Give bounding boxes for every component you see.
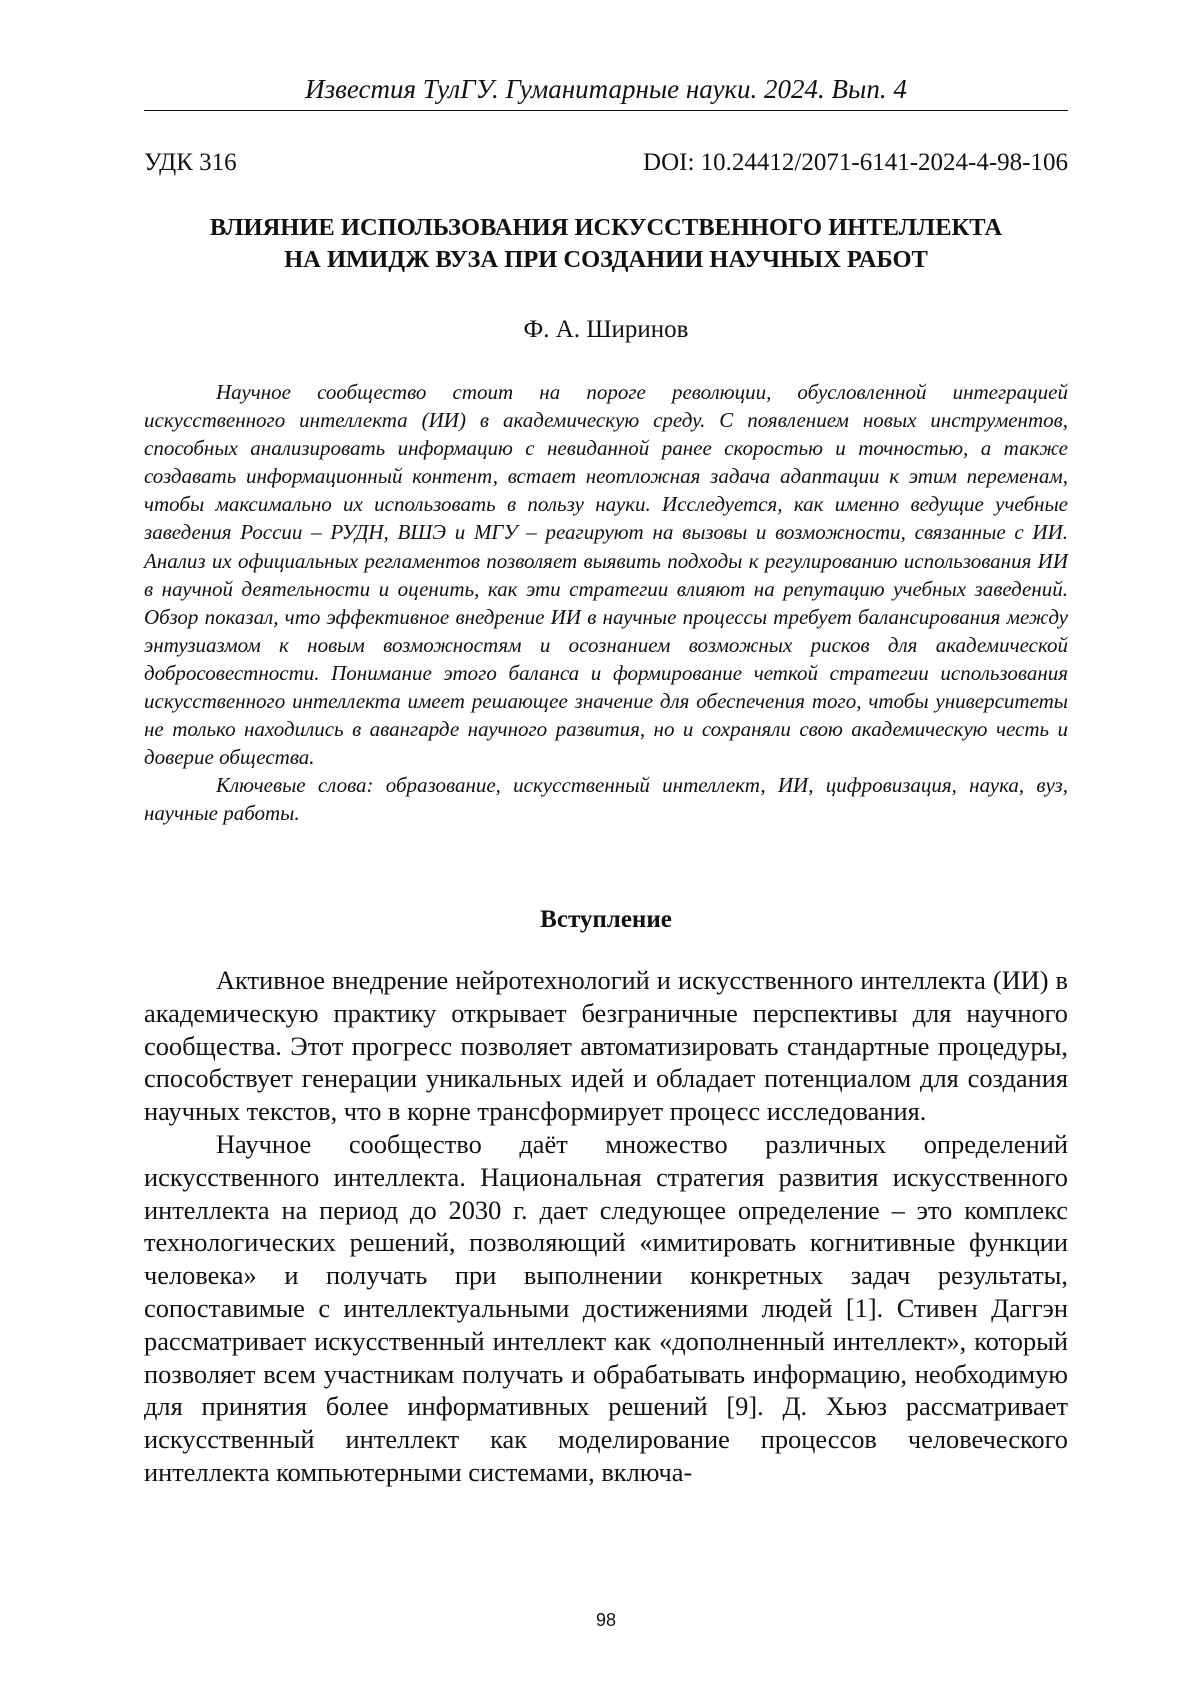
keywords: Ключевые слова: образование, искусственный интеллект, ИИ, цифровизация, наука, вуз, научные работы.	[144, 773, 1068, 826]
body-paragraph-1: Активное внедрение нейротехнологий и искусственного интеллекта (ИИ) в академическую практику открывает безграничные перспективы для научного сообщества. Этот прогресс позволяет автоматизировать стандартные процедуры, способствует генерации уникальных идей и обладает потенциалом для создания научных текстов, что в корне трансформирует процесс исследования.	[144, 965, 1068, 1127]
author: Ф. А. Ширинов	[523, 316, 689, 343]
article-meta	[144, 146, 1068, 180]
section-heading: Вступление	[540, 906, 672, 933]
header-rule	[144, 110, 1068, 111]
body-text	[144, 964, 1068, 1489]
article-title-line-1: ВЛИЯНИЕ ИСПОЛЬЗОВАНИЯ ИСКУССТВЕННОГО ИНТЕЛЛЕКТА	[209, 214, 1003, 241]
abstract-text: Научное сообщество стоит на пороге революции, обусловленной интеграцией искусственного интеллекта (ИИ) в академическую среду. С появлением новых инструментов, способных анализировать информацию с невиданной ранее скоростью и точностью, а также создавать информационный контент, встает неотложная задача адаптации к этим переменам, чтобы максимально их использовать в пользу науки. Исследуется, как именно ведущие учебные заведения России – РУДН, ВШЭ и МГУ – реагируют на вызовы и возможности, связанные с ИИ. Анализ их официальных регламентов позволяет выявить подходы к регулированию использования ИИ в научной деятельности и оценить, как эти стратегии влияют на репутацию учебных заведений. Обзор показал, что эффективное внедрение ИИ в научные процессы требует балансирования между энтузиазмом к новым возможностям и осознанием возможных рисков для академической добросовестности. Понимание этого баланса и формирование четкой стратегии использования искусственного интеллекта имеет решающее значение для обеспечения того, чтобы университеты не только находились в авангарде научного развития, но и сохраняли свою академическую честь и доверие общества.	[144, 380, 1068, 770]
running-head: Известия ТулГУ. Гуманитарные науки. 2024. Вып. 4	[305, 74, 907, 104]
doi: DOI: 10.24412/2071-6141-2024-4-98-106	[643, 149, 1068, 176]
body-paragraph-2: Научное сообщество даёт множество различных определений искусственного интеллекта. Национальная стратегия развития искусственного интеллекта на период до 2030 г. дает следующее определение – это комплекс технологических решений, позволяющий «имитировать когнитивные функции человека» и получать при выполнении конкретных задач результаты, сопоставимые с интеллектуальными достижениями людей [1]. Стивен Даггэн рассматривает искусственный интеллект как «дополненный интеллект», который позволяет всем участникам получать и обрабатывать информацию, необходимую для принятия более информативных решений [9]. Д. Хьюз рассматривает искусственный интеллект как моделирование процессов человеческого интеллекта компьютерными системами, включа-	[144, 1128, 1068, 1487]
abstract	[144, 378, 1068, 828]
page	[144, 0, 1068, 1697]
article-title-line-2: НА ИМИДЖ ВУЗА ПРИ СОЗДАНИИ НАУЧНЫХ РАБОТ	[284, 246, 928, 273]
article-title	[144, 212, 1068, 276]
udc-code: УДК 316	[144, 149, 237, 176]
page-number: 98	[595, 1610, 617, 1630]
